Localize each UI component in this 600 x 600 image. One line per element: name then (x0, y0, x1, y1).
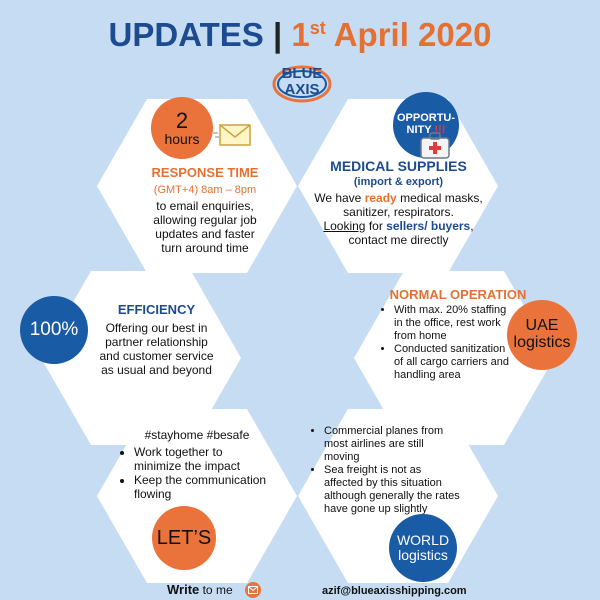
response-heading: RESPONSE TIME (151, 165, 259, 180)
response-hours: (GMT+4) 8am – 8pm (153, 184, 257, 196)
stayhome-bullet: • Work together to minimize the impact (134, 445, 272, 473)
lets-badge: LET’S (152, 506, 216, 570)
logo-line1: BLUE (281, 65, 323, 82)
medical-subheading: (import & export) (353, 176, 444, 188)
world-line1: WORLD (396, 532, 450, 549)
response-body: to email enquiries, allowing regular job updates and faster turn around time (153, 199, 257, 255)
title-divider: | (272, 16, 283, 53)
response-badge (151, 97, 213, 159)
stayhome-bullet: • Keep the communication flowing (134, 473, 272, 501)
stayhome-list (122, 445, 272, 501)
response-badge-unit: hours (164, 131, 200, 148)
footer-write-bold: Write (167, 582, 200, 597)
efficiency-badge: 100% (20, 296, 88, 364)
uae-badge (507, 300, 577, 370)
opportunity-line2: NITY (406, 124, 432, 136)
footer-write-rest: to me (199, 583, 233, 597)
uae-line2: logistics (513, 334, 571, 351)
stayhome-tagline: #stayhome #besafe (144, 428, 250, 442)
medical-line2d: , contact me directly (348, 219, 474, 247)
world-badge (389, 514, 457, 582)
normal-bullet: • Conducted sanitization of all cargo carriers and handling area (394, 343, 517, 382)
title-suffix: st (309, 18, 326, 38)
medical-line1a: We have (314, 191, 365, 205)
response-badge-number: 2 (175, 108, 189, 134)
medical-line1c: medical masks, sanitizer, respirators. (343, 191, 483, 219)
page-title (0, 16, 600, 54)
title-updates: UPDATES (108, 16, 264, 53)
footer-write (167, 582, 233, 597)
title-date: April 2020 (333, 16, 492, 53)
normal-heading: NORMAL OPERATION (389, 287, 527, 302)
medical-heading: MEDICAL SUPPLIES (330, 158, 467, 174)
uae-line1: UAE (525, 317, 559, 335)
world-bullet: • Sea freight is not as affected by this situation although generally the rates have gone up slightly (324, 464, 462, 516)
medical-sellers: sellers/ buyers (386, 219, 471, 233)
logo-line2: AXIS (284, 81, 320, 98)
medical-ready: ready (364, 191, 397, 205)
medical-line2 (311, 219, 486, 247)
footer-email[interactable]: azif@blueaxisshipping.com (322, 585, 467, 597)
efficiency-body: Offering our best in partner relationship and customer service as usual and beyond (99, 321, 214, 377)
medical-looking: Looking (323, 219, 366, 233)
mail-icon[interactable] (245, 582, 261, 598)
world-list (312, 425, 462, 516)
title-day: 1 (291, 16, 310, 53)
world-line2: logistics (398, 547, 448, 563)
medical-line2b: for (365, 219, 387, 233)
medical-line1 (311, 191, 486, 219)
normal-bullet: • With max. 20% staffing in the office, rest work from home (394, 304, 517, 343)
world-bullet: • Commercial planes from most airlines are still moving (324, 425, 462, 464)
opportunity-exclaim: !!! (434, 124, 446, 136)
envelope-icon (213, 122, 253, 153)
efficiency-heading: EFFICIENCY (117, 302, 196, 317)
normal-list (382, 304, 517, 382)
opportunity-line1: OPPORTU- (396, 112, 456, 125)
blue-axis-logo (270, 62, 334, 106)
